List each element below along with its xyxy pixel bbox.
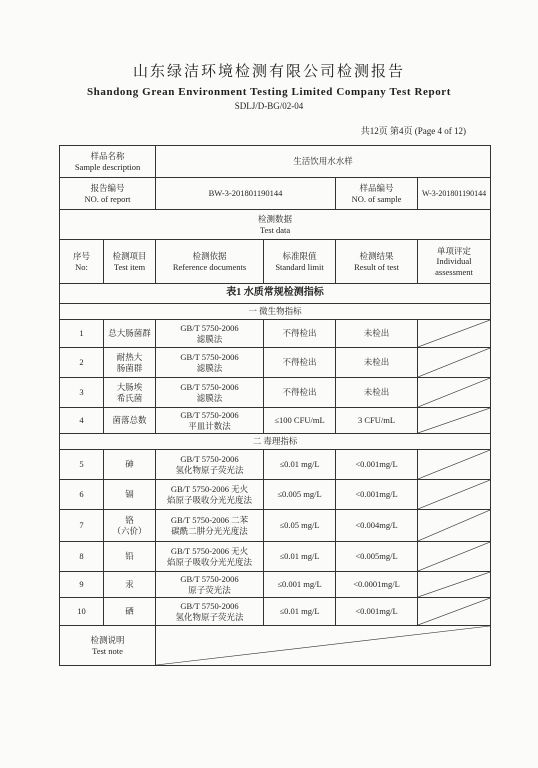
test-result: 未检出 — [336, 378, 418, 408]
test-result: 未检出 — [336, 320, 418, 348]
section-microbiology — [60, 304, 491, 320]
test-note-label: 检测说明 Test note — [60, 626, 156, 666]
reference-document: GB/T 5750-2006 原子荧光法 — [156, 572, 264, 598]
row-number: 2 — [60, 348, 104, 378]
standard-limit: ≤0.001 mg/L — [264, 572, 336, 598]
reference-document: GB/T 5750-2006 滤膜法 — [156, 320, 264, 348]
strike-through-line — [418, 542, 490, 571]
test-data-heading-row — [60, 210, 491, 240]
row-number: 8 — [60, 542, 104, 572]
standard-limit: 不得检出 — [264, 320, 336, 348]
test-item: 耐热大 肠菌群 — [104, 348, 156, 378]
reference-document: GB/T 5750-2006 无火 焰原子吸收分光光度法 — [156, 542, 264, 572]
table-row — [60, 542, 491, 572]
reference-document: GB/T 5750-2006 无火 焰原子吸收分光光度法 — [156, 480, 264, 510]
test-result: <0.001mg/L — [336, 480, 418, 510]
sample-number-value: W-3-201801190144 — [418, 178, 491, 210]
col-header-assessment: 单项评定 Individual assessment — [418, 240, 491, 284]
row-number: 1 — [60, 320, 104, 348]
test-result: <0.001mg/L — [336, 598, 418, 626]
col-header-reference: 检测依据 Reference documents — [156, 240, 264, 284]
report-title-en: Shandong Grean Environment Testing Limited Company Test Report — [86, 86, 452, 98]
assessment-blank — [418, 510, 491, 542]
test-result: <0.001mg/L — [336, 450, 418, 480]
test-note-row — [60, 626, 491, 666]
standard-limit: ≤0.01 mg/L — [264, 598, 336, 626]
sample-description-value: 生活饮用水水样 — [156, 146, 491, 178]
section-toxicology — [60, 434, 491, 450]
sample-number-label: 样品编号 NO. of sample — [336, 178, 418, 210]
col-header-result: 检测结果 Result of test — [336, 240, 418, 284]
assessment-blank — [418, 450, 491, 480]
strike-through-line — [418, 408, 490, 433]
report-title-cn: 山东绿洁环境检测有限公司检测报告 — [132, 62, 405, 80]
row-number: 4 — [60, 408, 104, 434]
table-title: 表1 水质常规检测指标 — [60, 284, 491, 304]
section-label: 一 微生物指标 — [60, 304, 491, 320]
table-row — [60, 408, 491, 434]
section-label: 二 毒理指标 — [60, 434, 491, 450]
assessment-blank — [418, 572, 491, 598]
sample-description-label: 样品名称 Sample description — [60, 146, 156, 178]
reference-document: GB/T 5750-2006 二苯 碳酰二肼分光光度法 — [156, 510, 264, 542]
col-header-limit: 标准限值 Standard limit — [264, 240, 336, 284]
document-number: SDLJ/D-BG/02-04 — [234, 101, 304, 111]
test-item: 硒 — [104, 598, 156, 626]
table-row — [60, 572, 491, 598]
col-header-no: 序号 No: — [60, 240, 104, 284]
reference-document: GB/T 5750-2006 氢化物原子荧光法 — [156, 450, 264, 480]
strike-through-line — [418, 348, 490, 377]
row-number: 5 — [60, 450, 104, 480]
page-info: 共12页 第4页 (Page 4 of 12) — [360, 126, 466, 136]
table-row — [60, 450, 491, 480]
table-row — [60, 378, 491, 408]
table-title-row — [60, 284, 491, 304]
test-item: 菌落总数 — [104, 408, 156, 434]
standard-limit: 不得检出 — [264, 378, 336, 408]
reference-document: GB/T 5750-2006 平皿计数法 — [156, 408, 264, 434]
column-header-row — [60, 240, 491, 284]
test-item: 大肠埃 希氏菌 — [104, 378, 156, 408]
strike-through-line — [418, 320, 490, 347]
report-number-label: 报告编号 NO. of report — [60, 178, 156, 210]
assessment-blank — [418, 480, 491, 510]
table-row — [60, 320, 491, 348]
assessment-blank — [418, 378, 491, 408]
test-item: 砷 — [104, 450, 156, 480]
test-item: 总大肠菌群 — [104, 320, 156, 348]
reference-document: GB/T 5750-2006 滤膜法 — [156, 378, 264, 408]
toxicology-rows — [60, 450, 491, 626]
assessment-blank — [418, 320, 491, 348]
table-row — [60, 510, 491, 542]
assessment-blank — [418, 598, 491, 626]
test-result: 未检出 — [336, 348, 418, 378]
strike-through-line — [418, 572, 490, 597]
sample-description-row — [60, 146, 491, 178]
strike-through-line — [418, 480, 490, 509]
assessment-blank — [418, 542, 491, 572]
row-number: 7 — [60, 510, 104, 542]
test-result: <0.0001mg/L — [336, 572, 418, 598]
assessment-blank — [418, 348, 491, 378]
strike-through-line — [156, 626, 490, 665]
standard-limit: ≤0.005 mg/L — [264, 480, 336, 510]
row-number: 3 — [60, 378, 104, 408]
table-row — [60, 348, 491, 378]
report-number-row — [60, 178, 491, 210]
test-item: 铬 （六价） — [104, 510, 156, 542]
microbiology-rows — [60, 320, 491, 434]
strike-through-line — [418, 510, 490, 541]
strike-through-line — [418, 598, 490, 625]
test-result: 3 CFU/mL — [336, 408, 418, 434]
table-row — [60, 598, 491, 626]
standard-limit: ≤100 CFU/mL — [264, 408, 336, 434]
standard-limit: ≤0.05 mg/L — [264, 510, 336, 542]
reference-document: GB/T 5750-2006 氢化物原子荧光法 — [156, 598, 264, 626]
standard-limit: ≤0.01 mg/L — [264, 450, 336, 480]
strike-through-line — [418, 450, 490, 479]
standard-limit: ≤0.01 mg/L — [264, 542, 336, 572]
assessment-blank — [418, 408, 491, 434]
table-row — [60, 480, 491, 510]
col-header-item: 检测项目 Test item — [104, 240, 156, 284]
strike-through-line — [418, 378, 490, 407]
test-item: 镉 — [104, 480, 156, 510]
test-result: <0.004mg/L — [336, 510, 418, 542]
report-number-value: BW-3-201801190144 — [156, 178, 336, 210]
test-note-value-blank — [156, 626, 491, 666]
standard-limit: 不得检出 — [264, 348, 336, 378]
row-number: 10 — [60, 598, 104, 626]
test-result: <0.005mg/L — [336, 542, 418, 572]
reference-document: GB/T 5750-2006 滤膜法 — [156, 348, 264, 378]
test-item: 铅 — [104, 542, 156, 572]
row-number: 6 — [60, 480, 104, 510]
test-data-table — [59, 145, 491, 666]
test-data-heading: 检测数据 Test data — [60, 210, 491, 240]
test-item: 汞 — [104, 572, 156, 598]
row-number: 9 — [60, 572, 104, 598]
